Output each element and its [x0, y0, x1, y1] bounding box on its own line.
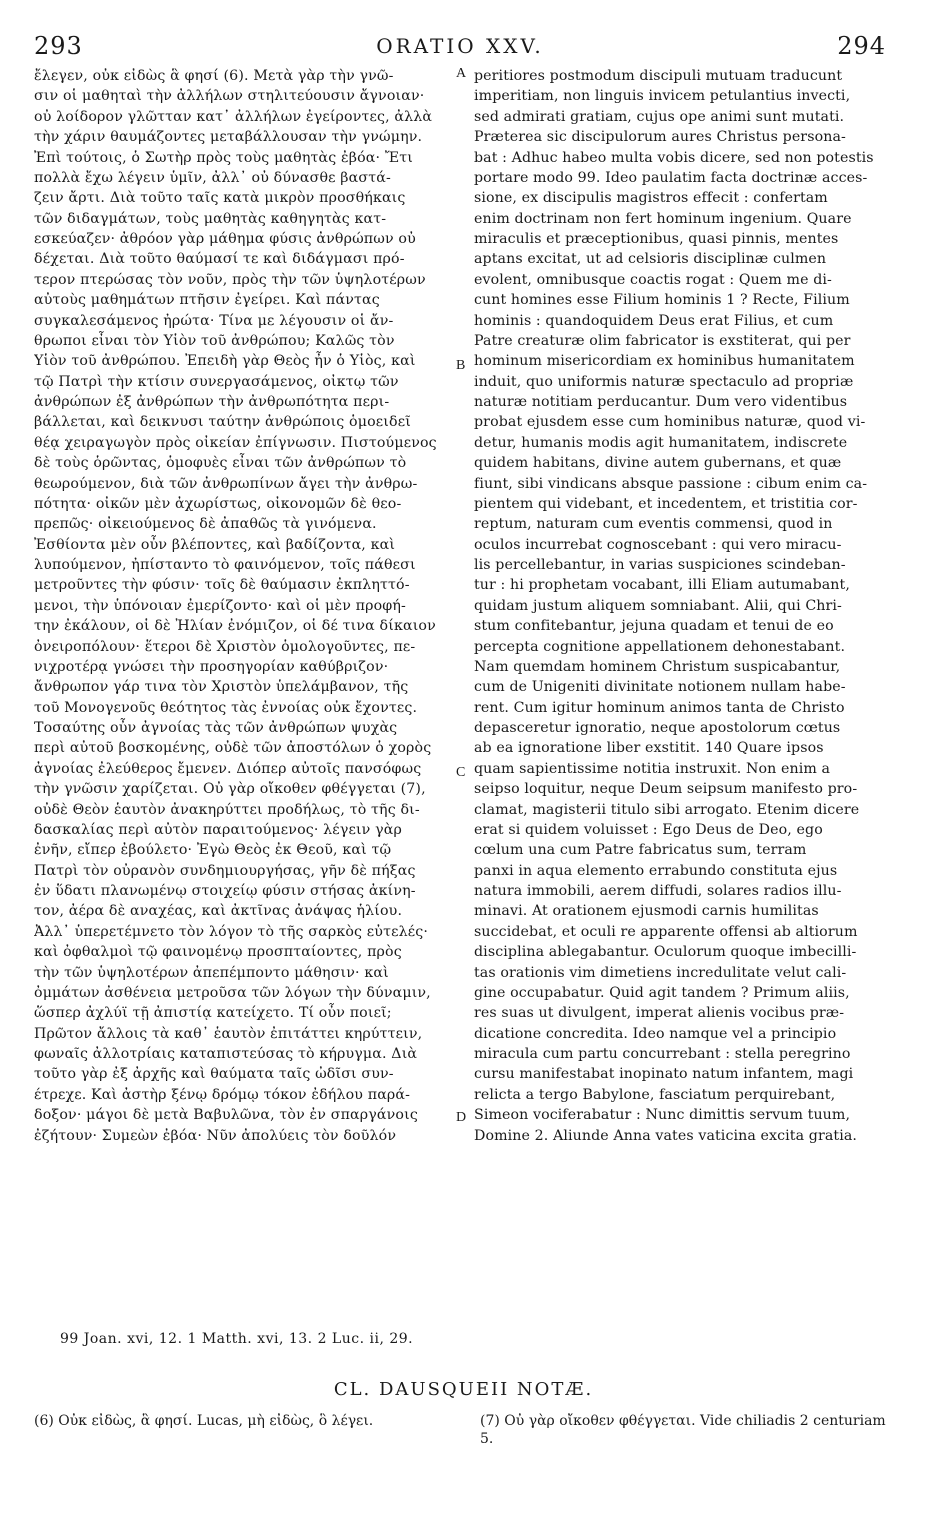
- greek-line: ἔλεγεν, οὐκ εἰδὼς ἃ φησί (6). Μετὰ γὰρ τὴν γνῶ-: [34, 68, 394, 84]
- greek-line: Πρῶτον ἄλλοις τὰ καθ᾽ ἑαυτὸν ἐπιτάττει κηρύττειν,: [34, 1025, 423, 1042]
- margin-mark-b: B: [456, 358, 466, 373]
- greek-line: σιν οἱ μαθηταὶ τὴν ἀλλήλων στηλιτεύουσιν ἄγνοιαν·: [34, 88, 425, 105]
- latin-line: ab ea ignoratione liber exstitit. 140 Quare ipsos: [474, 740, 824, 757]
- latin-line: portare modo 99. Ideo paulatim facta doctrinæ acces-: [474, 169, 868, 186]
- latin-line: lis percellebantur, in varias suspiciones scindeban-: [474, 557, 846, 573]
- greek-line: Ἐσθίοντα μὲν οὖν βλέποντες, καὶ βαδίζοντα, καὶ: [34, 536, 396, 553]
- greek-line: αὐτοὺς μαθημάτων πτῆσιν ἐγείρει. Καὶ πάντας: [34, 292, 380, 309]
- latin-line: Patre creaturæ olim fabricator is exstiterat, qui per: [474, 332, 851, 349]
- latin-line: Nam quemdam hominem Christum suspicabantur,: [474, 658, 841, 675]
- greek-line: τὴν γνῶσιν χαρίζεται. Οὐ γὰρ οἴκοθεν φθέγγεται (7),: [34, 781, 426, 798]
- latin-line: Domine 2. Aliunde Anna vates vaticina excita gratia.: [474, 1127, 858, 1144]
- greek-line: φωναῖς ἀλλοτρίαις καταπιστεύσας τὸ κήρυγμα. Διὰ: [34, 1046, 418, 1062]
- margin-mark-d: D: [456, 1110, 467, 1125]
- note-7: (7) Οὐ γὰρ οἴκοθεν φθέγγεται. Vide chiliadis 2 centuriam 5.: [480, 1413, 886, 1447]
- latin-line: sione, ex discipulis magistros effecit : confertam: [474, 190, 828, 207]
- greek-line: ὀνειροπόλουν· ἕτεροι δὲ Χριστὸν ὁμολογοῦντες, πε-: [34, 638, 416, 655]
- greek-line: συγκαλεσάμενος ἠρώτα· Τίνα με λέγουσιν οἱ ἄν-: [34, 312, 394, 329]
- greek-line: Πατρὶ τὸν οὐρανὸν συνδημιουργήσας, γῆν δὲ πήξας: [34, 862, 416, 879]
- latin-line: oculos incurrebat cognoscebant : qui vero miracu-: [474, 536, 842, 553]
- greek-line: τον, ἀέρα δὲ αναχέας, καὶ ἀκτῖνας ἀνάψας ἡλίου.: [34, 903, 403, 920]
- latin-line: induit, quo uniformis naturæ spectaculo ad propriæ: [474, 373, 854, 390]
- greek-line: ἐν ὕδατι πλανωμένῳ στοιχείῳ φύσιν στήσας ἀκίνη-: [34, 883, 416, 899]
- latin-line: miracula cum partu concurrebant : stella peregrino: [474, 1046, 851, 1062]
- greek-line: τὴν τῶν ὑψηλοτέρων ἀπεπέμποντο μάθησιν· καὶ: [34, 964, 389, 981]
- latin-line: quidam justum aliquem somniabant. Alii, qui Chri-: [474, 597, 842, 614]
- latin-line: clamat, magisterii titulo sibi arrogato. Etenim dicere: [474, 801, 860, 818]
- latin-line: stum confitebantur, jejuna quadam et tenui de eo: [474, 618, 834, 635]
- latin-line: natura immobili, aerem diffudi, solares radios illu-: [474, 883, 842, 899]
- latin-line: depasceretur ignoratio, neque apostolorum cœtus: [474, 720, 841, 736]
- latin-line: relicta a tergo Babylone, fasciatum perquirebant,: [474, 1086, 836, 1103]
- latin-line: gine occupabatur. Quid agit tandem ? Primum aliis,: [474, 984, 850, 1001]
- greek-line: ὥσπερ ἀχλύϊ τῇ ἀπιστίᾳ κατείχετο. Τί οὖν ποιεῖ;: [34, 1005, 392, 1022]
- greek-line: Υἱὸν τοῦ ἀνθρώπου. Ἐπειδὴ γὰρ Θεὸς ἦν ὁ Υἱὸς, καὶ: [34, 353, 416, 370]
- latin-line: peritiores postmodum discipuli mutuam traducunt: [474, 68, 843, 84]
- greek-line: Ἀλλ᾽ ὑπερετέμνετο τὸν λόγον τὸ τῆς σαρκὸς εὐτελές·: [34, 923, 428, 940]
- greek-line: δοξον· μάγοι δὲ μετὰ Βαβυλῶνα, τὸν ἐν σπαργάνοις: [34, 1107, 418, 1124]
- greek-line: την ἐκάλουν, οἱ δὲ Ἠλίαν ἐνόμιζον, οἱ δέ τινα δίκαιον: [34, 618, 436, 635]
- greek-line: εσκεύαζεν· ἀθρόον γὰρ μάθημα φύσις ἀνθρώπων οὐ: [34, 231, 416, 247]
- greek-line: θεωρούμενον, διὰ τῶν ἀνθρωπίνων ἄγει τὴν ἀνθρω-: [34, 475, 418, 492]
- greek-line: βάλλεται, καὶ δεικνυσι ταύτην ἀνθρώποις ὁμοειδεῖ: [34, 414, 411, 431]
- latin-line: fiunt, sibi vindicans absque passione : cibum enim ca-: [474, 475, 868, 492]
- latin-line: pientem qui videbant, et incedentem, et tristitia cor-: [474, 495, 858, 512]
- greek-line: πρεπῶς· οἰκειούμενος δὲ ἀπαθῶς τὰ γινόμενα.: [34, 516, 377, 533]
- greek-line: ὀμμάτων ἀσθένεια μετροῦσα τῶν λόγων τὴν δύναμιν,: [34, 984, 431, 1001]
- latin-line: cœlum una cum Patre fabricatus sum, terram: [474, 842, 807, 859]
- greek-line: οὐδὲ Θεὸν ἑαυτὸν ἀνακηρύττει προδήλως, τὸ τῆς δι-: [34, 801, 420, 818]
- latin-line: evolent, omnibusque coactis rogat : Quem me di-: [474, 271, 832, 288]
- page-header: [34, 32, 886, 66]
- latin-line: enim doctrinam non fert hominum ingenium. Quare: [474, 210, 852, 227]
- greek-line: έτρεχε. Καὶ ἀστὴρ ξένῳ δρόμῳ τόκον ἐδήλου παρά-: [34, 1086, 411, 1103]
- latin-line: tur : hi prophetam vocabant, illi Eliam autumabant,: [474, 577, 850, 594]
- latin-line: quidem habitans, divine autem gubernans, et quæ: [474, 455, 842, 472]
- latin-line: hominis : quandoquidem Deus erat Filius, et cum: [474, 312, 834, 329]
- scripture-footnotes: 99 Joan. xvi, 12. 1 Matth. xvi, 13. 2 Luc. ii, 29.: [60, 1331, 414, 1347]
- latin-line: miraculis et præceptionibus, quasi pinnis, mentes: [474, 231, 839, 247]
- latin-line: cursu manifestabat inopinato natum infantem, magi: [474, 1066, 854, 1083]
- latin-line: reptum, naturam cum eventis commensi, quod in: [474, 516, 833, 533]
- greek-line: ἐζήτουν· Συμεὼν ἐβόα· Νῦν ἀπολύεις τὸν δοῦλόν: [34, 1127, 397, 1144]
- greek-line: τερον πτερώσας τὸν νοῦν, πρὸς τὴν τῶν ὑψηλοτέρων: [34, 271, 426, 288]
- latin-line: cunt homines esse Filium hominis 1 ? Recte, Filium: [474, 292, 850, 309]
- latin-line: disciplina ablegabantur. Oculorum quoque imbecilli-: [474, 944, 857, 961]
- latin-line: erat si quidem voluisset : Ego Deus de Deo, ego: [474, 821, 823, 838]
- greek-line: ἐνῆν, εἴπερ ἐβούλετο· Ἐγὼ Θεὸς ἐκ Θεοῦ, καὶ τῷ: [34, 842, 392, 859]
- greek-line: τῷ Πατρὶ τὴν κτίσιν συνεργασάμενος, οἰκτῳ τῶν: [34, 373, 399, 390]
- greek-line: ἄνθρωπον γάρ τινα τὸν Χριστὸν ὑπελάμβανον, τῆς: [34, 679, 409, 696]
- greek-line: μενοι, τὴν ὑπόνοιαν ἐμερίζοντο· καὶ οἱ μὲν προφή-: [34, 597, 406, 614]
- latin-line: aptans excitat, ut ad celsioris disciplinæ culmen: [474, 251, 827, 268]
- latin-line: Præterea sic discipulorum aures Christus persona-: [474, 129, 846, 146]
- greek-line: θέᾳ χειραγωγὸν πρὸς οἰκείαν ἐπίγνωσιν. Πιστούμενος: [34, 434, 437, 451]
- latin-line: tas orationis vim dimetiens incredulitate velut cali-: [474, 964, 847, 981]
- greek-line: τοῦ Μονογενοῦς θεότητος τὰς ἐννοίας οὐκ ἔχοντες.: [34, 699, 418, 716]
- greek-line: τῶν διδαγμάτων, τοὺς μαθητὰς καθηγητὰς κατ-: [34, 210, 387, 227]
- greek-line: θρωποι εἶναι τὸν Υἱὸν τοῦ ἀνθρώπου; Καλῶς τὸν: [34, 332, 395, 349]
- note-6: (6) Οὐκ εἰδὼς, ἃ φησί. Lucas, μὴ εἰδὼς, ὃ λέγει.: [34, 1413, 374, 1429]
- greek-line: περὶ αὐτοῦ βοσκομένης, οὐδὲ τῶν ἀποστόλων ὁ χορὸς: [34, 740, 432, 757]
- latin-text-column: [474, 66, 886, 1146]
- greek-text-column: [34, 66, 454, 1146]
- latin-line: sed admirati gratiam, cujus ope animi sunt mutati.: [474, 108, 845, 125]
- latin-line: succidebat, et oculi re apparente offensi ab altiorum: [474, 923, 858, 940]
- latin-line: hominum misericordiam ex hominibus humanitatem: [474, 353, 855, 370]
- margin-mark-a: A: [456, 66, 467, 81]
- greek-line: πολλὰ ἔχω λέγειν ὑμῖν, ἀλλ᾽ οὐ δύνασθε βαστά-: [34, 169, 391, 186]
- latin-line: quam sapientissime notitia instruxit. Non enim a: [474, 760, 831, 777]
- latin-line: seipso loquitur, neque Deum seipsum manifesto pro-: [474, 781, 858, 798]
- running-title: ORATIO XXV.: [376, 34, 544, 58]
- latin-line: imperitiam, non linguis invicem petulantius invecti,: [474, 88, 851, 105]
- latin-line: naturæ notitiam perducantur. Dum vero videntibus: [474, 394, 848, 410]
- margin-mark-c: C: [456, 765, 466, 780]
- latin-line: Simeon vociferabatur : Nunc dimittis servum tuum,: [474, 1107, 851, 1124]
- latin-line: minavi. At orationem ejusmodi carnis humilitas: [474, 903, 819, 920]
- greek-line: δέχεται. Διὰ τοῦτο θαύμασί τε καὶ διδάγμασι πρό-: [34, 251, 405, 268]
- greek-line: τὴν χάριν θαυμάζοντες μεταβάλλουσαν τὴν γνώμην.: [34, 129, 423, 146]
- greek-line: Τοσαύτης οὖν ἀγνοίας τὰς τῶν ἀνθρώπων ψυχὰς: [34, 720, 398, 736]
- latin-line: dicatione concredita. Ideo namque vel a principio: [474, 1025, 837, 1042]
- greek-line: δὲ τοὺς ὁρῶντας, ὁμοφυὲς εἶναι τῶν ἀνθρώπων τὸ: [34, 455, 407, 472]
- latin-line: percepta cognitione appellationem dehonestabant.: [474, 638, 846, 655]
- page-number-left: 293: [34, 32, 83, 60]
- latin-line: cum de Unigeniti divinitate notionem nullam habe-: [474, 679, 846, 696]
- latin-line: probat ejusdem esse cum hominibus naturæ, quod vi-: [474, 414, 866, 431]
- latin-line: bat : Adhuc habeo multa vobis dicere, sed non potestis: [474, 149, 874, 166]
- greek-line: πότητα· οἰκῶν μὲν ἀχωρίστως, οἰκονομῶν δὲ θεο-: [34, 495, 402, 512]
- greek-line: Ἐπὶ τούτοις, ὁ Σωτὴρ πρὸς τοὺς μαθητὰς ἐβόα· Ἔτι: [34, 149, 414, 166]
- latin-line: panxi in aqua elemento errabundo constituta ejus: [474, 862, 838, 879]
- greek-line: νιχροτέρᾳ γνώσει τὴν προσηγορίαν καθύβριζον·: [34, 658, 389, 675]
- latin-line: rent. Cum igitur hominum animos tanta de Christo: [474, 699, 845, 716]
- notes-heading: CL. DAUSQUEII NOTÆ.: [333, 1379, 594, 1400]
- greek-line: λυπούμενον, ἠπίσταντο τὸ φαινόμενον, τοῖς πάθεσι: [34, 557, 416, 573]
- greek-line: ἀνθρώπων ἐξ ἀνθρώπων τὴν ἀνθρωπότητα περι-: [34, 394, 390, 410]
- greek-line: μετροῦντες τὴν φύσιν· τοῖς δὲ θαύμασιν ἐκπληττό-: [34, 577, 410, 594]
- greek-line: δασκαλίας περὶ αὐτὸν παραιτούμενος· λέγειν γὰρ: [34, 821, 402, 838]
- greek-line: οὐ λοίδορον γλῶτταν κατ᾽ ἀλλήλων ἐγείροντες, ἀλλὰ: [34, 108, 433, 125]
- page-number-right: 294: [837, 32, 886, 60]
- greek-line: ζειν ἄρτι. Διὰ τοῦτο ταῖς κατὰ μικρὸν προσθήκαις: [34, 190, 406, 207]
- greek-line: καὶ ὀφθαλμοὶ τῷ φαινομένῳ προσπταίοντες, πρὸς: [34, 944, 402, 961]
- greek-line: τοῦτο γὰρ ἐξ ἀρχῆς καὶ θαύματα ταῖς ὠδῖσι συν-: [34, 1066, 394, 1083]
- latin-line: detur, humanis modis agit humanitatem, indiscrete: [474, 434, 848, 451]
- latin-line: res suas ut divulgent, imperat alienis vocibus præ-: [474, 1005, 845, 1022]
- greek-line: ἀγνοίας ἐλεύθερος ἔμενεν. Διόπερ αὐτοῖς πανσόφως: [34, 760, 422, 777]
